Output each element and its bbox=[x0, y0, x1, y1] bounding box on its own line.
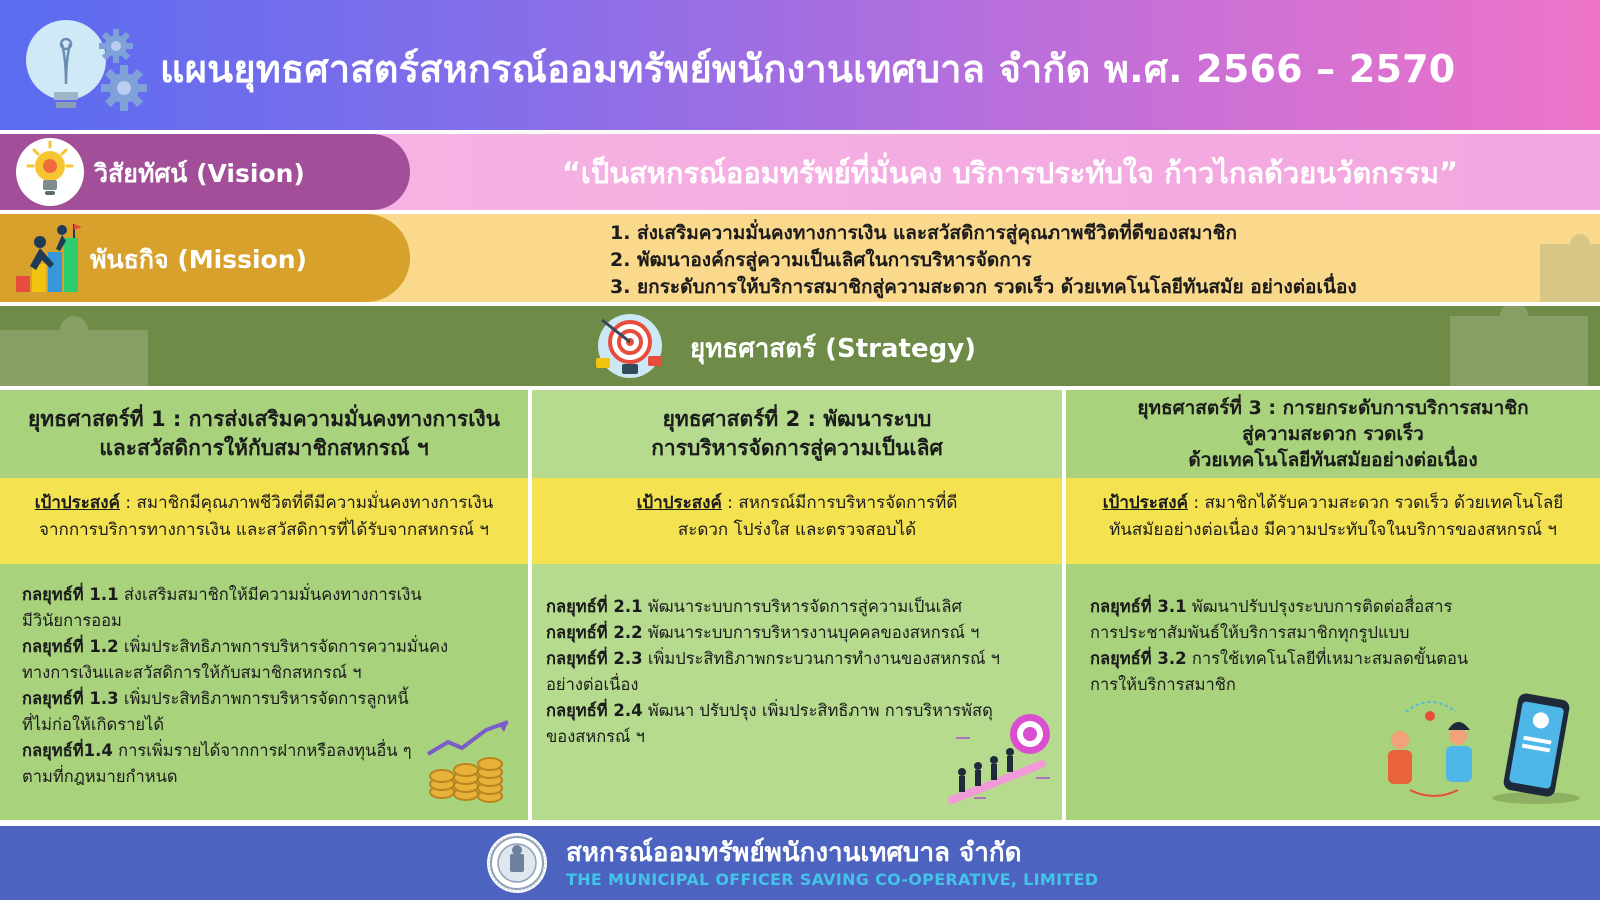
tactic-key: กลยุทธ์ที่ 2.1 bbox=[546, 597, 643, 616]
mission-item: 3. ยกระดับการให้บริการสมาชิกสู่ความสะดวก รวดเร็ว ด้วยเทคโนโลยีทันสมัย อย่างต่อเนื่อง bbox=[610, 276, 1357, 298]
page-title: แผนยุทธศาสตร์สหกรณ์ออมทรัพย์พนักงานเทศบาล จำกัด พ.ศ. 2566 – 2570 bbox=[160, 47, 1456, 91]
goal-line: ทันสมัยอย่างต่อเนื่อง มีความประทับใจในบริการของสหกรณ์ ฯ bbox=[1109, 520, 1557, 540]
goal-text: : สหกรณ์มีการบริหารจัดการที่ดี bbox=[721, 493, 958, 513]
tactics-list bbox=[1090, 594, 1590, 698]
strategy-column-2 bbox=[532, 390, 1062, 820]
tactic-item bbox=[1090, 594, 1590, 646]
organization-name-en: THE MUNICIPAL OFFICER SAVING CO-OPERATIVE, LIMITED bbox=[566, 870, 1099, 889]
tactic-text: พัฒนาปรับปรุงระบบการติดต่อสื่อสาร bbox=[1186, 597, 1453, 616]
tactic-text: พัฒนา ปรับปรุง เพิ่มประสิทธิภาพ การบริหารพัสดุ bbox=[642, 701, 993, 720]
tactic-line: ของสหกรณ์ ฯ bbox=[546, 727, 645, 746]
goal-key: เป้าประสงค์ bbox=[636, 493, 722, 513]
people-climbing-target-icon bbox=[946, 708, 1056, 808]
strategy-title-line: สู่ความสะดวก รวดเร็ว bbox=[1242, 423, 1424, 445]
goal-text: : สมาชิกได้รับความสะดวก รวดเร็ว ด้วยเทคโนโลยี bbox=[1187, 493, 1564, 513]
tactic-text: เพิ่มประสิทธิภาพกระบวนการทำงานของสหกรณ์ ฯ bbox=[642, 649, 1000, 668]
strategy-title bbox=[0, 390, 528, 478]
tactic-item bbox=[546, 594, 1046, 620]
strategy-band bbox=[0, 306, 1600, 386]
tactic-line bbox=[22, 686, 522, 712]
goal-box bbox=[1066, 478, 1600, 564]
target-bulb-icon bbox=[590, 312, 670, 382]
goal-text: : สมาชิกมีคุณภาพชีวิตที่ดีมีความมั่นคงทางการเงิน bbox=[119, 493, 494, 513]
lightbulb-gears-icon bbox=[18, 14, 153, 119]
tactic-line bbox=[546, 620, 1046, 646]
puzzle-piece-icon bbox=[0, 310, 190, 386]
header-banner bbox=[0, 0, 1600, 130]
tactic-line bbox=[22, 634, 522, 660]
tactic-item bbox=[546, 620, 1046, 646]
tactic-line bbox=[546, 594, 1046, 620]
mission-item: 2. พัฒนาองค์กรสู่ความเป็นเลิศในการบริหารจัดการ bbox=[610, 249, 1032, 271]
tactic-line bbox=[22, 582, 522, 608]
tactic-text: การใช้เทคโนโลยีที่เหมาะสมลดขั้นตอน bbox=[1186, 649, 1469, 668]
vision-statement: “เป็นสหกรณ์ออมทรัพย์ที่มั่นคง บริการประทับใจ ก้าวไกลด้วยนวัตกรรม” bbox=[561, 156, 1459, 190]
tactic-item bbox=[22, 634, 522, 686]
cooperative-seal-icon bbox=[486, 832, 548, 894]
mission-list bbox=[610, 220, 1590, 301]
tactic-item bbox=[22, 582, 522, 634]
tactic-line: ตามที่กฎหมายกำหนด bbox=[22, 767, 178, 786]
strategy-title-line: และสวัสดิการให้กับสมาชิกสหกรณ์ ฯ bbox=[99, 436, 429, 460]
strategy-title bbox=[1066, 390, 1600, 478]
tactic-line: ที่ไม่ก่อให้เกิดรายได้ bbox=[22, 715, 165, 734]
organization-name: สหกรณ์ออมทรัพย์พนักงานเทศบาล จำกัด bbox=[566, 838, 1022, 868]
strategy-title-line: ด้วยเทคโนโลยีทันสมัยอย่างต่อเนื่อง bbox=[1188, 449, 1478, 471]
tactic-key: กลยุทธ์ที่ 1.2 bbox=[22, 637, 119, 656]
goal-box bbox=[532, 478, 1062, 564]
goal-key: เป้าประสงค์ bbox=[1102, 493, 1188, 513]
tactic-key: กลยุทธ์ที่ 2.2 bbox=[546, 623, 643, 642]
goal-line: สะดวก โปร่งใส และตรวจสอบได้ bbox=[677, 520, 917, 540]
mission-row bbox=[0, 214, 1600, 302]
strategy-title-line: การบริหารจัดการสู่ความเป็นเลิศ bbox=[651, 436, 943, 460]
strategy-column-1 bbox=[0, 390, 528, 820]
tactic-item bbox=[546, 646, 1046, 698]
vision-label: วิสัยทัศน์ (Vision) bbox=[94, 159, 305, 188]
tactic-text: พัฒนาระบบการบริหารงานบุคคลของสหกรณ์ ฯ bbox=[642, 623, 980, 642]
tactic-key: กลยุทธ์ที่ 3.1 bbox=[1090, 597, 1187, 616]
strategy-label: ยุทธศาสตร์ (Strategy) bbox=[690, 334, 977, 364]
people-smartphone-icon bbox=[1366, 690, 1590, 810]
vision-label-pill bbox=[0, 134, 410, 210]
goal-box bbox=[0, 478, 528, 564]
tactic-line bbox=[1090, 646, 1590, 672]
vision-icon-holder bbox=[16, 138, 84, 206]
footer bbox=[0, 826, 1600, 900]
tactic-key: กลยุทธ์ที่ 2.4 bbox=[546, 701, 643, 720]
tactic-line bbox=[1090, 594, 1590, 620]
tactic-line: มีวินัยการออม bbox=[22, 611, 122, 630]
strategy-title-line: ยุทธศาสตร์ที่ 2 : พัฒนาระบบ bbox=[662, 407, 932, 431]
tactic-text: เพิ่มประสิทธิภาพการบริหารจัดการลูกหนี้ bbox=[118, 689, 409, 708]
tactic-key: กลยุทธ์ที่ 3.2 bbox=[1090, 649, 1187, 668]
goal-line bbox=[546, 490, 1048, 517]
vision-row bbox=[0, 134, 1600, 210]
tactic-text: เพิ่มประสิทธิภาพการบริหารจัดการความมั่นคง bbox=[118, 637, 449, 656]
puzzle-piece-icon bbox=[1440, 306, 1600, 386]
mission-label: พันธกิจ (Mission) bbox=[90, 245, 307, 274]
strategy-title-line: ยุทธศาสตร์ที่ 3 : การยกระดับการบริการสมาชิก bbox=[1137, 397, 1529, 419]
tactic-key: กลยุทธ์ที่ 2.3 bbox=[546, 649, 643, 668]
coins-growth-icon bbox=[424, 720, 514, 810]
tactic-text: พัฒนาระบบการบริหารจัดการสู่ความเป็นเลิศ bbox=[642, 597, 962, 616]
goal-line bbox=[14, 490, 514, 517]
tactic-line: อย่างต่อเนื่อง bbox=[546, 675, 639, 694]
tactic-key: กลยุทธ์ที่1.4 bbox=[22, 741, 113, 760]
goal-line bbox=[1080, 490, 1586, 517]
idea-bulb-icon bbox=[16, 138, 84, 206]
goal-key: เป้าประสงค์ bbox=[34, 493, 120, 513]
strategy-title-line: ยุทธศาสตร์ที่ 1 : การส่งเสริมความมั่นคงทางการเงิน bbox=[27, 407, 501, 431]
goal-line: จากการบริการทางการเงิน และสวัสดิการที่ได้รับจากสหกรณ์ ฯ bbox=[39, 520, 489, 540]
mission-label-pill bbox=[0, 214, 410, 302]
tactic-line: การให้บริการสมาชิก bbox=[1090, 675, 1236, 694]
strategy-title bbox=[532, 390, 1062, 478]
tactic-line: การประชาสัมพันธ์ให้บริการสมาชิกทุกรูปแบบ bbox=[1090, 623, 1410, 642]
tactic-key: กลยุทธ์ที่ 1.3 bbox=[22, 689, 119, 708]
tactic-line: ทางการเงินและสวัสดิการให้กับสมาชิกสหกรณ์ ฯ bbox=[22, 663, 362, 682]
tactic-key: กลยุทธ์ที่ 1.1 bbox=[22, 585, 119, 604]
mission-item: 1. ส่งเสริมความมั่นคงทางการเงิน และสวัสดิการสู่คุณภาพชีวิตที่ดีของสมาชิก bbox=[610, 222, 1237, 244]
tactic-text: การเพิ่มรายได้จากการฝากหรือลงทุนอื่น ๆ bbox=[112, 741, 412, 760]
teamwork-climb-icon bbox=[10, 220, 86, 296]
tactic-line bbox=[546, 646, 1046, 672]
tactic-text: ส่งเสริมสมาชิกให้มีความมั่นคงทางการเงิน bbox=[118, 585, 422, 604]
strategy-column-3 bbox=[1066, 390, 1600, 820]
